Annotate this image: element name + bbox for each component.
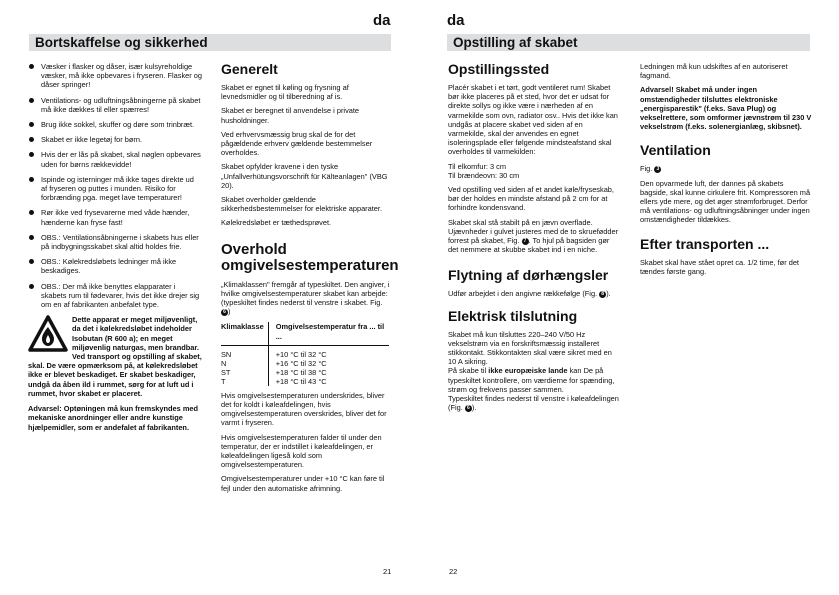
heading-efter-transporten: Efter transporten ... — [640, 235, 770, 252]
table-row: N +16 °C til 32 °C — [221, 359, 389, 368]
paragraph: Den opvarmede luft, der dannes på skabets bagside, skal kunne cirkulere frit. Kompressoren må ellers yde mere, og det øger strømforbruget. Derfor må ventilations- og udluftningsåbninger under ingen omstændigheder tildækkes. — [640, 178, 811, 225]
bullet-item: Ispinde og isterninger må ikke tages direkte ud af fryseren og puttes i munden. Risiko for forbrænding pga. meget lave temperaturer! — [28, 175, 202, 203]
heading-opstillingssted: Opstillingssted — [448, 61, 550, 77]
advarsel-defrost: Advarsel: Optøningen må kun fremskyndes med mekaniske anordninger eller andre kunstige hjælpemidler, som er andefalet af fabrikanten. — [28, 404, 199, 432]
section-title-right: Opstilling af skabet — [447, 34, 810, 51]
paragraph: Skabet overholder gældende sikkerhedsbestemmelser for elektriske apparater. — [221, 195, 383, 214]
bullet-icon — [29, 64, 34, 69]
bullet-item: Brug ikke sokkel, skuffer og døre som trinbræt. — [28, 120, 202, 129]
paragraph: Ved opstilling ved siden af et andet køle/fryseskab, bør der holdes en mindste afstand på 2 cm for at forhindre kondensvand. — [448, 185, 614, 213]
paragraph: Placér skabet i et tørt, godt ventileret rum! Skabet bør ikke placeres på et sted, hvor det er udsat for direkte sollys og ikke være i nærheden af en varmekilde som ovn, radiator osv.. Hvis det ikke kan undgås at placere skabet ved siden af en varmekilde, skal der anvendes en egnet isoleringsplade eller følgende mindsteafstand skal overholdes til varmekilden: — [448, 83, 618, 157]
bullet-item: OBS.: Ventilationsåbningerne i skabets hus eller på indbygningsskabet skal altid holdes frie. — [28, 233, 202, 251]
table-header: Klimaklasse — [221, 322, 268, 345]
bullet-icon — [29, 235, 34, 240]
figure-reference-icon: 7 — [522, 238, 529, 245]
paragraph: Ved erhvervsmæssig brug skal de for det pågældende erhverv gældende bestemmelser overholdes. — [221, 129, 373, 158]
section-title-left: Bortskaffelse og sikkerhed — [29, 34, 391, 51]
paragraph: Skabet opfylder kravene i den tyske „Unfallverhütungsvorschrift für Kälteanlagen" (VBG 20). — [221, 162, 388, 190]
paragraph: Kølekredsløbet er tæthedsprøvet. — [221, 218, 332, 228]
flammable-warning: Dette apparat er meget miljøvenligt, da det i kølekredsløbet indeholder Isobutan (R 600 a); en meget miljøvenlig naturgas, men brandbar. Ved transport og opstilling af skabet, skal. De være opmærksom på, at kølekredsløbet ikke er blevet beskadiget. Er skabet beskadiger, undgå da åben ild i rummet, sørg for at luft ud i rummet, hvor skabet er placeret. — [28, 315, 202, 398]
heading-flytning: Flytning af dørhængsler — [448, 267, 609, 284]
heading-elektrisk: Elektrisk tilslutning — [448, 307, 578, 324]
paragraph: Omgivelsestemperaturer under +10 °C kan føre til fejl under den automatiske afrimning. — [221, 474, 385, 493]
heading-generelt: Generelt — [221, 61, 278, 77]
bullet-item: Ventilations- og udluftningsåbningerne på skabet må ikke dækkes til eller spærres! — [28, 96, 202, 114]
ventilation-column — [640, 62, 812, 281]
language-code-right: da — [447, 12, 465, 29]
bullet-item: Hvis der er lås på skabet, skal nøglen opbevares uden for børns rækkevidde! — [28, 150, 202, 168]
table-row: ST +18 °C til 38 °C — [221, 368, 389, 377]
bullet-icon — [29, 152, 34, 157]
paragraph: Hvis omgivelsestemperaturen underskrides, bliver det for koldt i køleafdelingen, hvis omgivelsestemperaturen overskrides, bliver det for varmt i fryseren. — [221, 390, 387, 428]
heading-ventilation: Ventilation — [640, 142, 711, 159]
bullet-icon — [29, 122, 34, 127]
advarsel-energy-plug: Advarsel! Skabet må under ingen omstændigheder tilsluttes elektroniske „energisparestik" (f.eks. Sava Plug) og vekselrettere, som omformer jævnstrøm til 230 V vekselstrøm (f.eks. solenergianlæg, skibsnet). — [640, 85, 812, 132]
paragraph: Udfør arbejdet i den angivne rækkefølge (Fig. 8 ). — [448, 289, 611, 299]
language-code-left: da — [373, 12, 391, 29]
distance-list: Til elkomfur: 3 cm Til brændeovn: 30 cm — [448, 161, 520, 180]
climate-class-table — [221, 322, 389, 385]
bullet-item: OBS.: Der må ikke benyttes elapparater i skabets rum til fødevarer, hvis det ikke drejer sig om en af fabrikanten anbefalet type. — [28, 282, 202, 310]
paragraph: Skabet er beregnet til anvendelse i private husholdninger. — [221, 106, 360, 125]
paragraph: Skabet er egnet til køling og frysning af levnedsmidler og til tilberedning af is. — [221, 83, 349, 102]
table-header: Omgivelsestemperatur fra ... til ... — [268, 322, 389, 345]
flammable-warning-icon — [28, 315, 68, 353]
heading-overhold: Overhold omgivelsestemperaturen — [221, 240, 399, 274]
bullet-item: Rør ikke ved frysevarerne med våde hænder, hænderne kan fryse fast! — [28, 208, 202, 226]
paragraph: Skabet skal have stået opret ca. 1/2 time, før det tændes første gang. — [640, 257, 799, 276]
table-row: T +18 °C til 43 °C — [221, 377, 389, 386]
paragraph: Ledningen må kun udskiftes af en autoriseret fagmand. — [640, 62, 788, 81]
bullet-item: OBS.: Kølekredsløbets ledninger må ikke beskadiges. — [28, 257, 202, 275]
bullet-icon — [29, 177, 34, 182]
bullet-item: Væsker i flasker og dåser, især kulsyreholdige væsker, må ikke opbevares i fryseren. Flasker og dåser springer! — [28, 62, 202, 90]
safety-column — [28, 62, 202, 437]
paragraph: Typeskiltet findes nederst til venstre i køleafdelingen (Fig. 6 ). — [448, 394, 619, 413]
bullet-icon — [29, 259, 34, 264]
bullet-icon — [29, 210, 34, 215]
paragraph: Skabet må kun tilsluttes 220–240 V/50 Hz vekselstrøm via en forskriftsmæssig installeret stikkontakt. Stikkontakten skal være sikret med en 10 A sikring. — [448, 329, 612, 367]
bullet-icon — [29, 284, 34, 289]
paragraph: På skabe til ikke europæiske lande kan De på typeskiltet kontrollere, om værdierne for spænding, strøm og frekvens passer sammen. — [448, 366, 615, 394]
placement-column — [448, 62, 620, 417]
table-row: SN +10 °C til 32 °C — [221, 345, 389, 359]
page-number-left: 21 — [383, 567, 392, 576]
figure-reference-icon: 6 — [465, 405, 472, 412]
paragraph: Skabet skal stå stabilt på en jævn overflade. Ujævnheder i gulvet justeres med de to skruefødder forrest på skabet, Fig. 7 . To hjul på bagsiden gør det nemmere at skubbe skabet ind i en niche. — [448, 217, 619, 255]
figure-reference-icon: 8 — [599, 291, 606, 298]
bullet-item: Skabet er ikke legetøj for børn. — [28, 135, 202, 144]
page-number-right: 22 — [449, 567, 458, 576]
general-column — [221, 61, 399, 498]
figure-label: Fig. 3 — [640, 164, 812, 173]
safety-bullet-list — [28, 62, 202, 309]
table-header-row — [221, 322, 389, 345]
paragraph: Hvis omgivelsestemperaturen falder til under den temperatur, der er indstillet i køleafdelingen, er køleafdelingen ligeså kold som omgivelsestemperaturen. — [221, 432, 382, 470]
bullet-icon — [29, 98, 34, 103]
overhold-intro: „Klimaklassen" fremgår af typeskiltet. Den angiver, i hvilke omgivelsestemperaturer skabet kan arbejde: (typeskiltet findes nederst til venstre i skabet. Fig. 6 ) — [221, 279, 390, 317]
figure-reference-icon: 3 — [654, 166, 661, 173]
bullet-icon — [29, 137, 34, 142]
figure-reference-icon: 6 — [221, 309, 228, 316]
